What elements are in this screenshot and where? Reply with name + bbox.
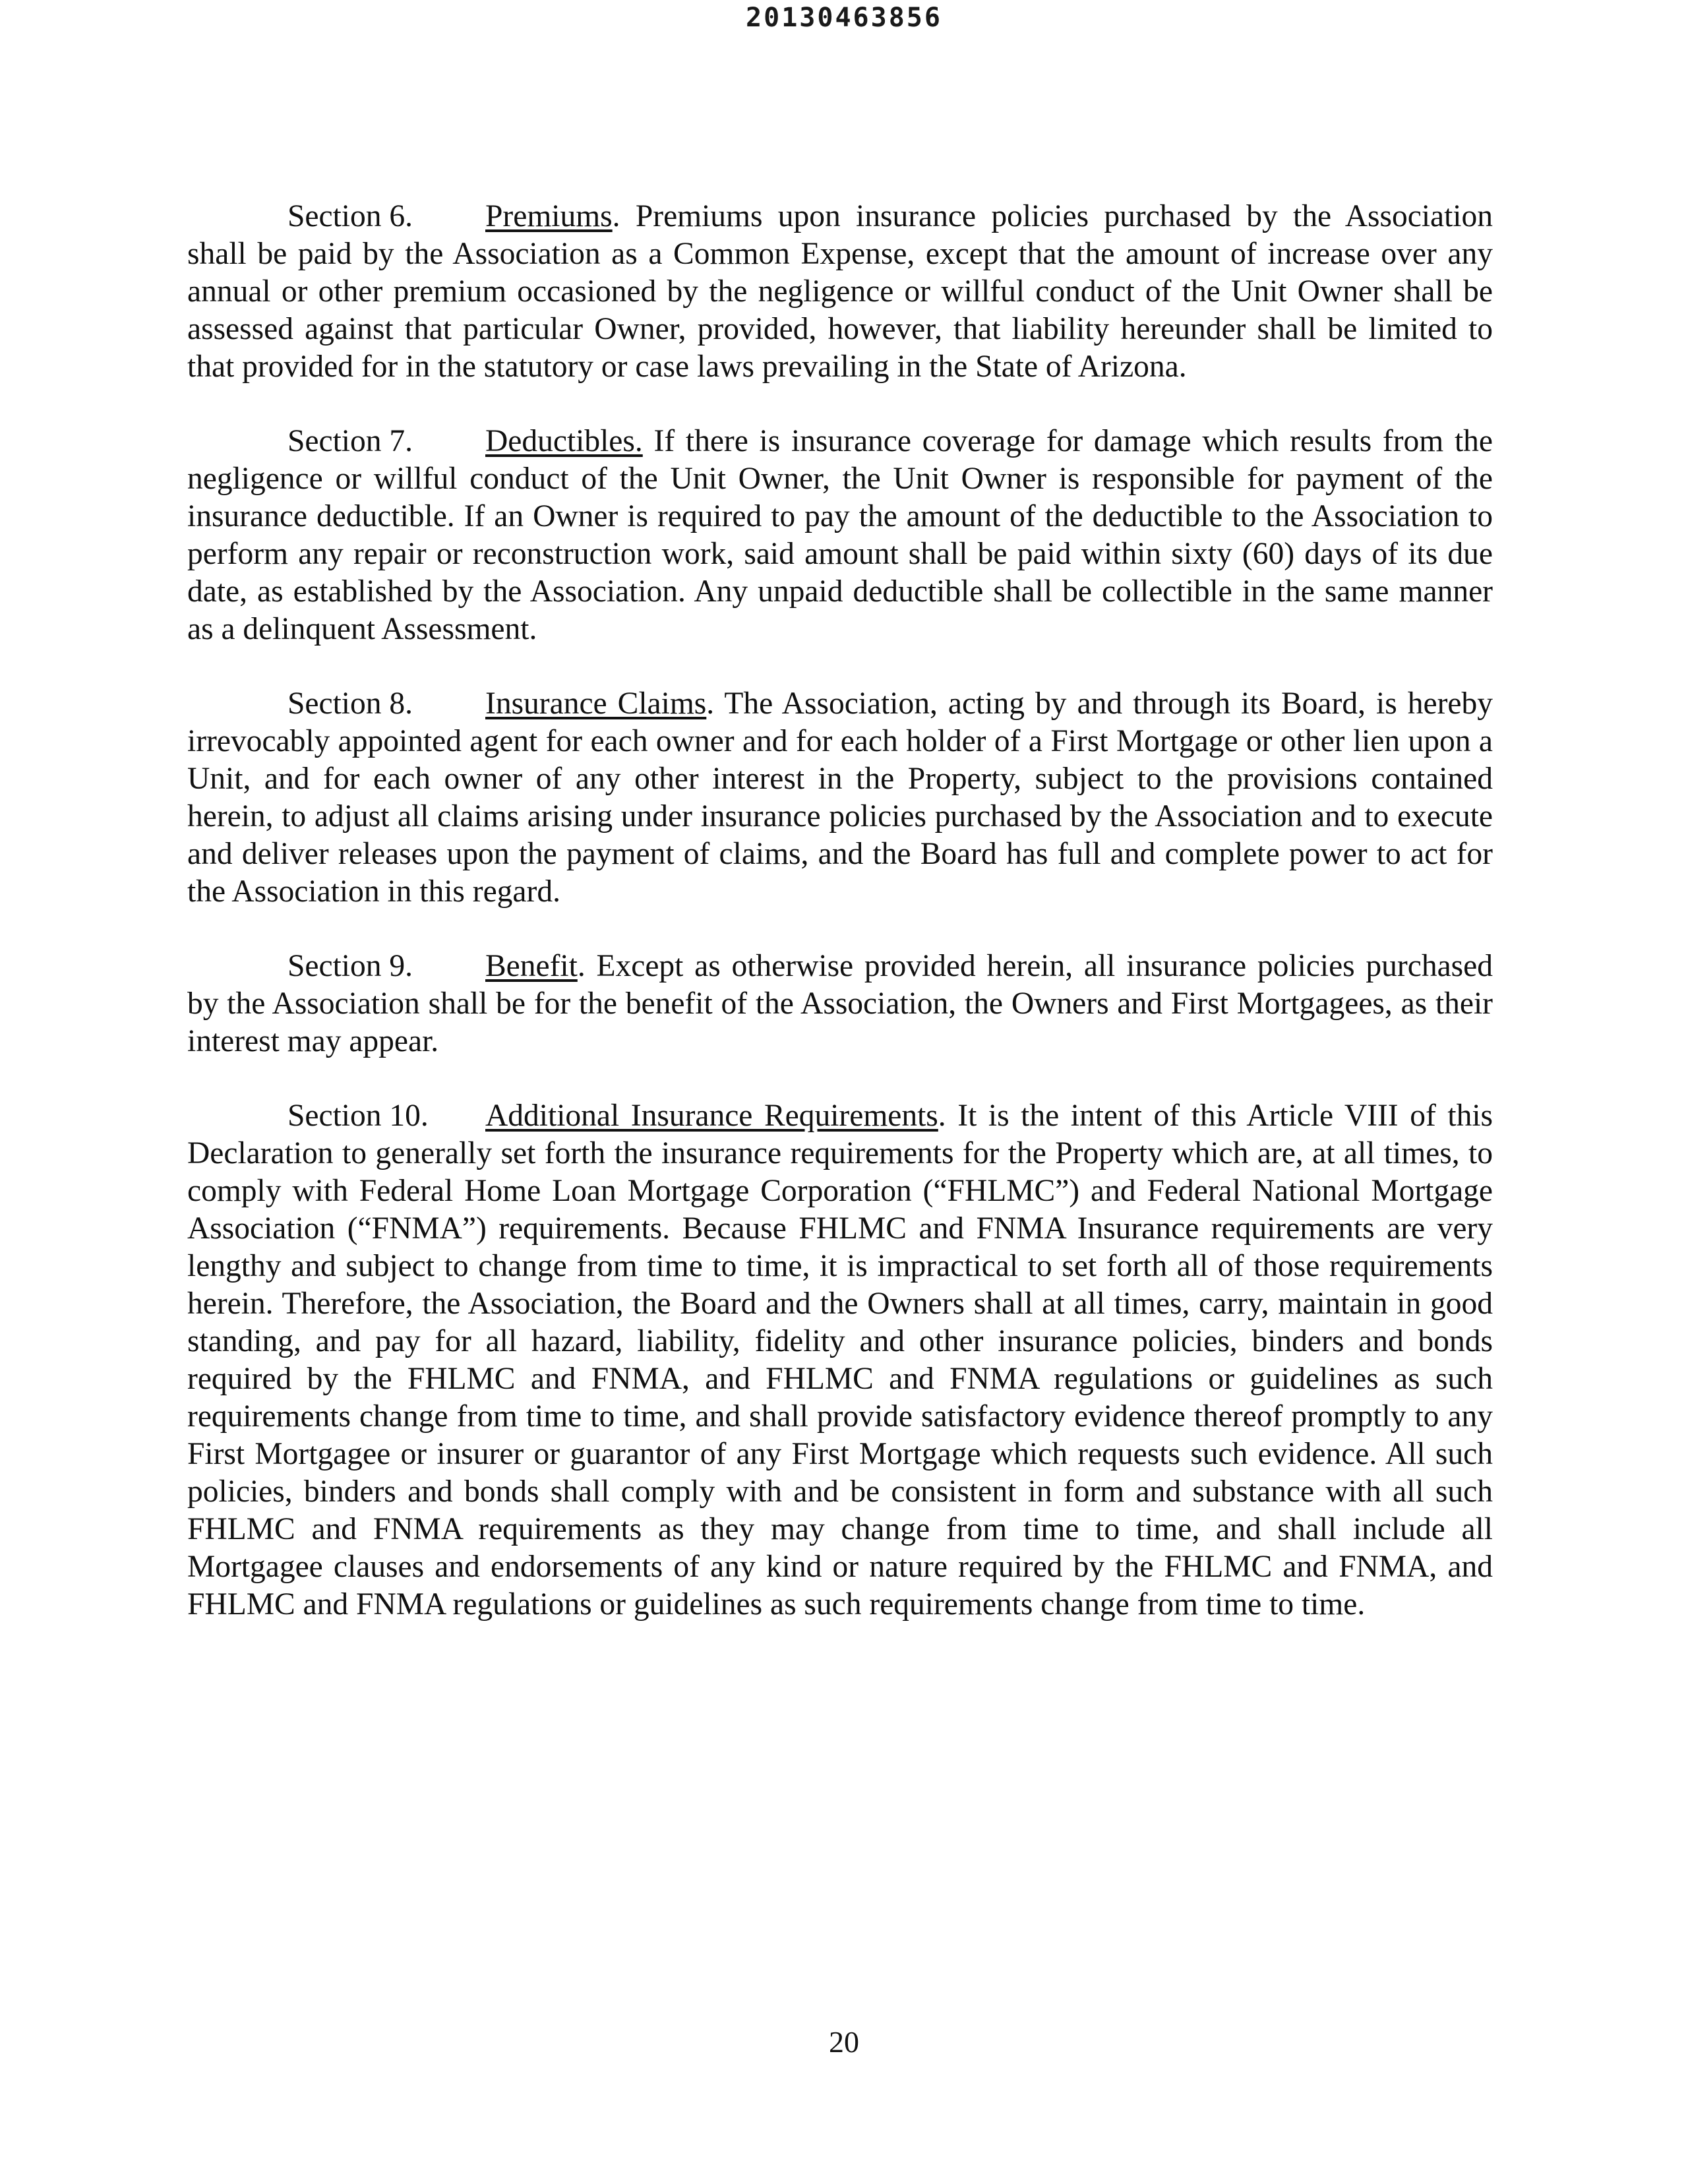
- section-heading: Insurance Claims: [485, 686, 707, 721]
- section-9: [187, 948, 1493, 1060]
- section-heading: Deductibles.: [485, 424, 643, 458]
- section-text: The Association, acting by and through its Board, is hereby irrevocably appointed agent for each owner and for each holder of a First Mortgage or other lien upon a Unit, and for each owner of any other interest in the Property, subject to the provisions contained herein, to adjust all claims arising under insurance policies purchased by the Association and to execute and deliver releases upon the payment of claims, and the Board has full and complete power to act for the Association in this regard.: [187, 686, 1493, 909]
- section-10: [187, 1097, 1493, 1623]
- document-body: [187, 198, 1493, 1660]
- page-number: 20: [829, 2025, 859, 2059]
- section-heading: Additional Insurance Requirements: [485, 1099, 938, 1133]
- section-heading: Premiums: [485, 199, 613, 233]
- section-heading-suffix: .: [612, 199, 620, 233]
- section-6: [187, 198, 1493, 386]
- section-heading-suffix: .: [706, 686, 715, 721]
- section-text: If there is insurance coverage for damage which results from the negligence or willful conduct of the Unit Owner, the Unit Owner is responsible for payment of the insurance deductible. If an Owner is required to pay the amount of the deductible to the Association to perform any repair or reconstruction work, said amount shall be paid within sixty (60) days of its due date, as established by the Association. Any unpaid deductible shall be collectible in the same manner as a delinquent Assessment.: [187, 424, 1493, 646]
- section-heading-suffix: .: [577, 949, 586, 983]
- section-text: Premiums upon insurance policies purchased by the Association shall be paid by the Association as a Common Expense, except that the amount of increase over any annual or other premium occasioned by the negligence or willful conduct of the Unit Owner shall be assessed against that particular Owner, provided, however, that liability hereunder shall be limited to that provided for in the statutory or case laws prevailing in the State of Arizona.: [187, 199, 1493, 384]
- section-text: It is the intent of this Article VIII of this Declaration to generally set forth the insurance requirements for the Property which are, at all times, to comply with Federal Home Loan Mortgage Corporation (“FHLMC”) and Federal National Mortgage Association (“FNMA”) requirements. Because FHLMC and FNMA Insurance requirements are very lengthy and subject to change from time to time, it is impractical to set forth all of those requirements herein. Therefore, the Association, the Board and the Owners shall at all times, carry, maintain in good standing, and pay for all hazard, liability, fidelity and other insurance policies, binders and bonds required by the FHLMC and FNMA, and FHLMC and FNMA regulations or guidelines as such requirements change from time to time, and shall provide satisfactory evidence thereof promptly to any First Mortgagee or insurer or guarantor of any First Mortgage which requests such evidence. All such policies, binders and bonds shall comply with and be consistent in form and substance with all such FHLMC and FNMA requirements as they may change from time to time, and shall include all Mortgagee clauses and endorsements of any kind or nature required by the FHLMC and FNMA, and FHLMC and FNMA regulations or guidelines as such requirements change from time to time.: [187, 1099, 1493, 1622]
- section-7: [187, 423, 1493, 648]
- section-8: [187, 685, 1493, 911]
- section-number: Section 7.: [287, 424, 413, 458]
- section-text: Except as otherwise provided herein, all insurance policies purchased by the Association shall be for the benefit of the Association, the Owners and First Mortgagees, as their interest may appear.: [187, 949, 1493, 1058]
- section-number: Section 6.: [287, 199, 413, 233]
- section-heading-suffix: .: [938, 1099, 946, 1133]
- document-id: 20130463856: [746, 3, 942, 33]
- section-heading: Benefit: [485, 949, 578, 983]
- section-number: Section 9.: [287, 949, 413, 983]
- section-number: Section 8.: [287, 686, 413, 721]
- section-number: Section 10.: [287, 1099, 429, 1133]
